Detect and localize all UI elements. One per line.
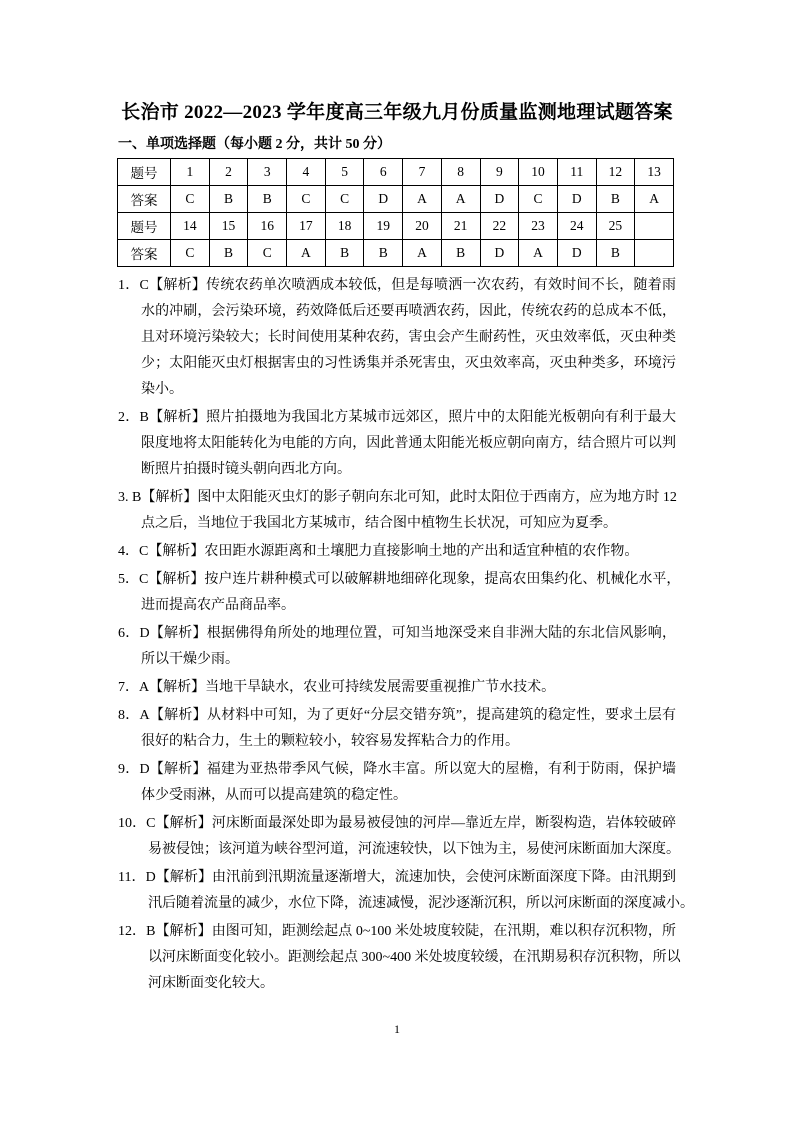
explanations-list — [118, 273, 694, 999]
table-cell: D — [480, 240, 519, 267]
explanation-line: 2．B【解析】照片拍摄地为我国北方某城市远郊区，照片中的太阳能光板朝向有利于最大 — [118, 410, 676, 425]
table-cell: A — [403, 186, 442, 213]
explanation-line: 体少受雨淋，从而可以提高建筑的稳定性。 — [141, 788, 407, 803]
answer-row — [118, 240, 674, 267]
explanation-line: 进而提高农产品商品率。 — [141, 598, 295, 613]
document-title: 长治市 2022—2023 学年度高三年级九月份质量监测地理试题答案 — [121, 102, 673, 123]
table-cell: D — [364, 186, 403, 213]
table-cell: 11 — [557, 159, 596, 186]
explanation-item — [118, 621, 676, 673]
table-cell: 15 — [209, 213, 248, 240]
table-cell: 19 — [364, 213, 403, 240]
table-cell: A — [519, 240, 558, 267]
explanation-line: 3. B【解析】图中太阳能灭虫灯的影子朝向东北可知，此时太阳位于西南方，应为地方时 12 — [118, 490, 677, 505]
table-cell: 1 — [171, 159, 210, 186]
table-cell: 9 — [480, 159, 519, 186]
table-cell: B — [209, 240, 248, 267]
table-cell: 2 — [209, 159, 248, 186]
explanation-line: 4．C【解析】农田距水源距离和土壤肥力直接影响土地的产出和适宜种植的农作物。 — [118, 544, 639, 559]
explanation-line: 所以干燥少雨。 — [141, 652, 239, 667]
explanation-item — [118, 567, 681, 619]
explanation-item — [118, 703, 676, 755]
table-cell: 4 — [287, 159, 326, 186]
table-cell: D — [557, 240, 596, 267]
explanation-line: 汛后随着流量的减少，水位下降，流速减慢，泥沙逐渐沉积，所以河床断面的深度减小。 — [148, 896, 694, 911]
explanation-line: 染小。 — [141, 382, 183, 397]
table-cell: 3 — [248, 159, 287, 186]
table-cell: 22 — [480, 213, 519, 240]
page-number: 1 — [394, 1022, 400, 1036]
table-cell: A — [403, 240, 442, 267]
table-cell: 5 — [325, 159, 364, 186]
table-cell: C — [248, 240, 287, 267]
explanation-line: 7．A【解析】当地干旱缺水，农业可持续发展需要重视推广节水技术。 — [118, 680, 556, 695]
explanation-line: 少；太阳能灭虫灯根据害虫的习性诱集并杀死害虫，灭虫效率高，灭虫种类多，环境污 — [141, 356, 676, 371]
explanation-line: 1．C【解析】传统农药单次喷洒成本较低，但是每喷洒一次农药，有效时间不长，随着雨 — [118, 278, 676, 293]
explanation-line: 12．B【解析】由图可知，距测绘起点 0~100 米处坡度较陡，在汛期，难以积存沉积物，所 — [118, 924, 676, 939]
explanation-line: 5．C【解析】按户连片耕种模式可以破解耕地细碎化现象，提高农田集约化、机械化水平， — [118, 572, 681, 587]
explanation-item — [118, 865, 694, 917]
table-cell: D — [480, 186, 519, 213]
explanation-item — [118, 757, 676, 809]
table-cell: C — [519, 186, 558, 213]
table-cell: 21 — [441, 213, 480, 240]
section-heading: 一、单项选择题（每小题 2 分，共计 50 分） — [118, 137, 391, 152]
explanation-line: 限度地将太阳能转化为电能的方向，因此普通太阳能光板应朝向南方，结合照片可以判 — [141, 436, 676, 451]
question-number-row — [118, 159, 674, 186]
row-header-cell: 题号 — [118, 159, 171, 186]
explanation-item — [118, 539, 676, 565]
explanation-line: 断照片拍摄时镜头朝向西北方向。 — [141, 462, 351, 477]
explanation-line: 很好的粘合力，生土的颗粒较小，较容易发挥粘合力的作用。 — [141, 734, 519, 749]
table-cell: 25 — [596, 213, 635, 240]
explanation-line: 9．D【解析】福建为亚热带季风气候，降水丰富。所以宽大的屋檐，有利于防雨，保护墙 — [118, 762, 676, 777]
table-cell: C — [171, 186, 210, 213]
explanation-line: 水的冲刷，会污染环境，药效降低后还要再喷洒农药，因此，传统农药的总成本不低， — [141, 304, 676, 319]
table-cell: 20 — [403, 213, 442, 240]
table-cell: 6 — [364, 159, 403, 186]
row-header-cell: 答案 — [118, 240, 171, 267]
table-cell: A — [287, 240, 326, 267]
row-header-cell: 题号 — [118, 213, 171, 240]
table-cell: B — [325, 240, 364, 267]
table-cell: 17 — [287, 213, 326, 240]
table-cell: B — [441, 240, 480, 267]
table-cell: 13 — [635, 159, 674, 186]
table-cell: 18 — [325, 213, 364, 240]
table-cell: D — [557, 186, 596, 213]
explanation-line: 8．A【解析】从材料中可知，为了更好“分层交错夯筑”，提高建筑的稳定性，要求土层有 — [118, 708, 676, 723]
question-number-row — [118, 213, 674, 240]
table-cell: B — [248, 186, 287, 213]
table-cell: 10 — [519, 159, 558, 186]
table-cell: A — [441, 186, 480, 213]
table-cell: 24 — [557, 213, 596, 240]
explanation-line: 6．D【解析】根据佛得角所处的地理位置，可知当地深受来自非洲大陆的东北信风影响， — [118, 626, 676, 641]
row-header-cell: 答案 — [118, 186, 171, 213]
explanation-item — [118, 919, 681, 997]
explanation-item — [118, 405, 676, 483]
explanation-line: 点之后，当地位于我国北方某城市，结合图中植物生长状况，可知应为夏季。 — [141, 516, 617, 531]
explanation-item — [118, 485, 676, 537]
table-cell: 23 — [519, 213, 558, 240]
table-cell: C — [325, 186, 364, 213]
table-cell — [635, 213, 674, 240]
explanation-line: 河床断面变化较大。 — [148, 976, 274, 991]
explanation-item — [118, 273, 676, 403]
table-cell — [635, 240, 674, 267]
table-cell: C — [287, 186, 326, 213]
explanation-line: 11．D【解析】由汛前到汛期流量逐渐增大，流速加快，会使河床断面深度下降。由汛期到 — [118, 870, 676, 885]
explanation-line: 以河床断面变化较小。距测绘起点 300~400 米处坡度较缓，在汛期易积存沉积物，所以 — [148, 950, 681, 965]
table-cell: 8 — [441, 159, 480, 186]
explanation-line: 且对环境污染较大；长时间使用某种农药，害虫会产生耐药性，灭虫效率低，灭虫种类 — [141, 330, 676, 345]
explanation-item — [118, 811, 680, 863]
table-cell: 7 — [403, 159, 442, 186]
answer-table — [117, 158, 674, 267]
table-cell: B — [364, 240, 403, 267]
table-cell: 12 — [596, 159, 635, 186]
table-cell: 14 — [171, 213, 210, 240]
table-cell: C — [171, 240, 210, 267]
explanation-item — [118, 675, 676, 701]
table-cell: B — [596, 240, 635, 267]
table-cell: 16 — [248, 213, 287, 240]
explanation-line: 易被侵蚀；该河道为峡谷型河道，河流速较快，以下蚀为主，易使河床断面加大深度。 — [148, 842, 680, 857]
table-cell: B — [209, 186, 248, 213]
explanation-line: 10．C【解析】河床断面最深处即为最易被侵蚀的河岸—靠近左岸，断裂构造，岩体较破碎 — [118, 816, 676, 831]
table-cell: B — [596, 186, 635, 213]
table-cell: A — [635, 186, 674, 213]
answer-row — [118, 186, 674, 213]
